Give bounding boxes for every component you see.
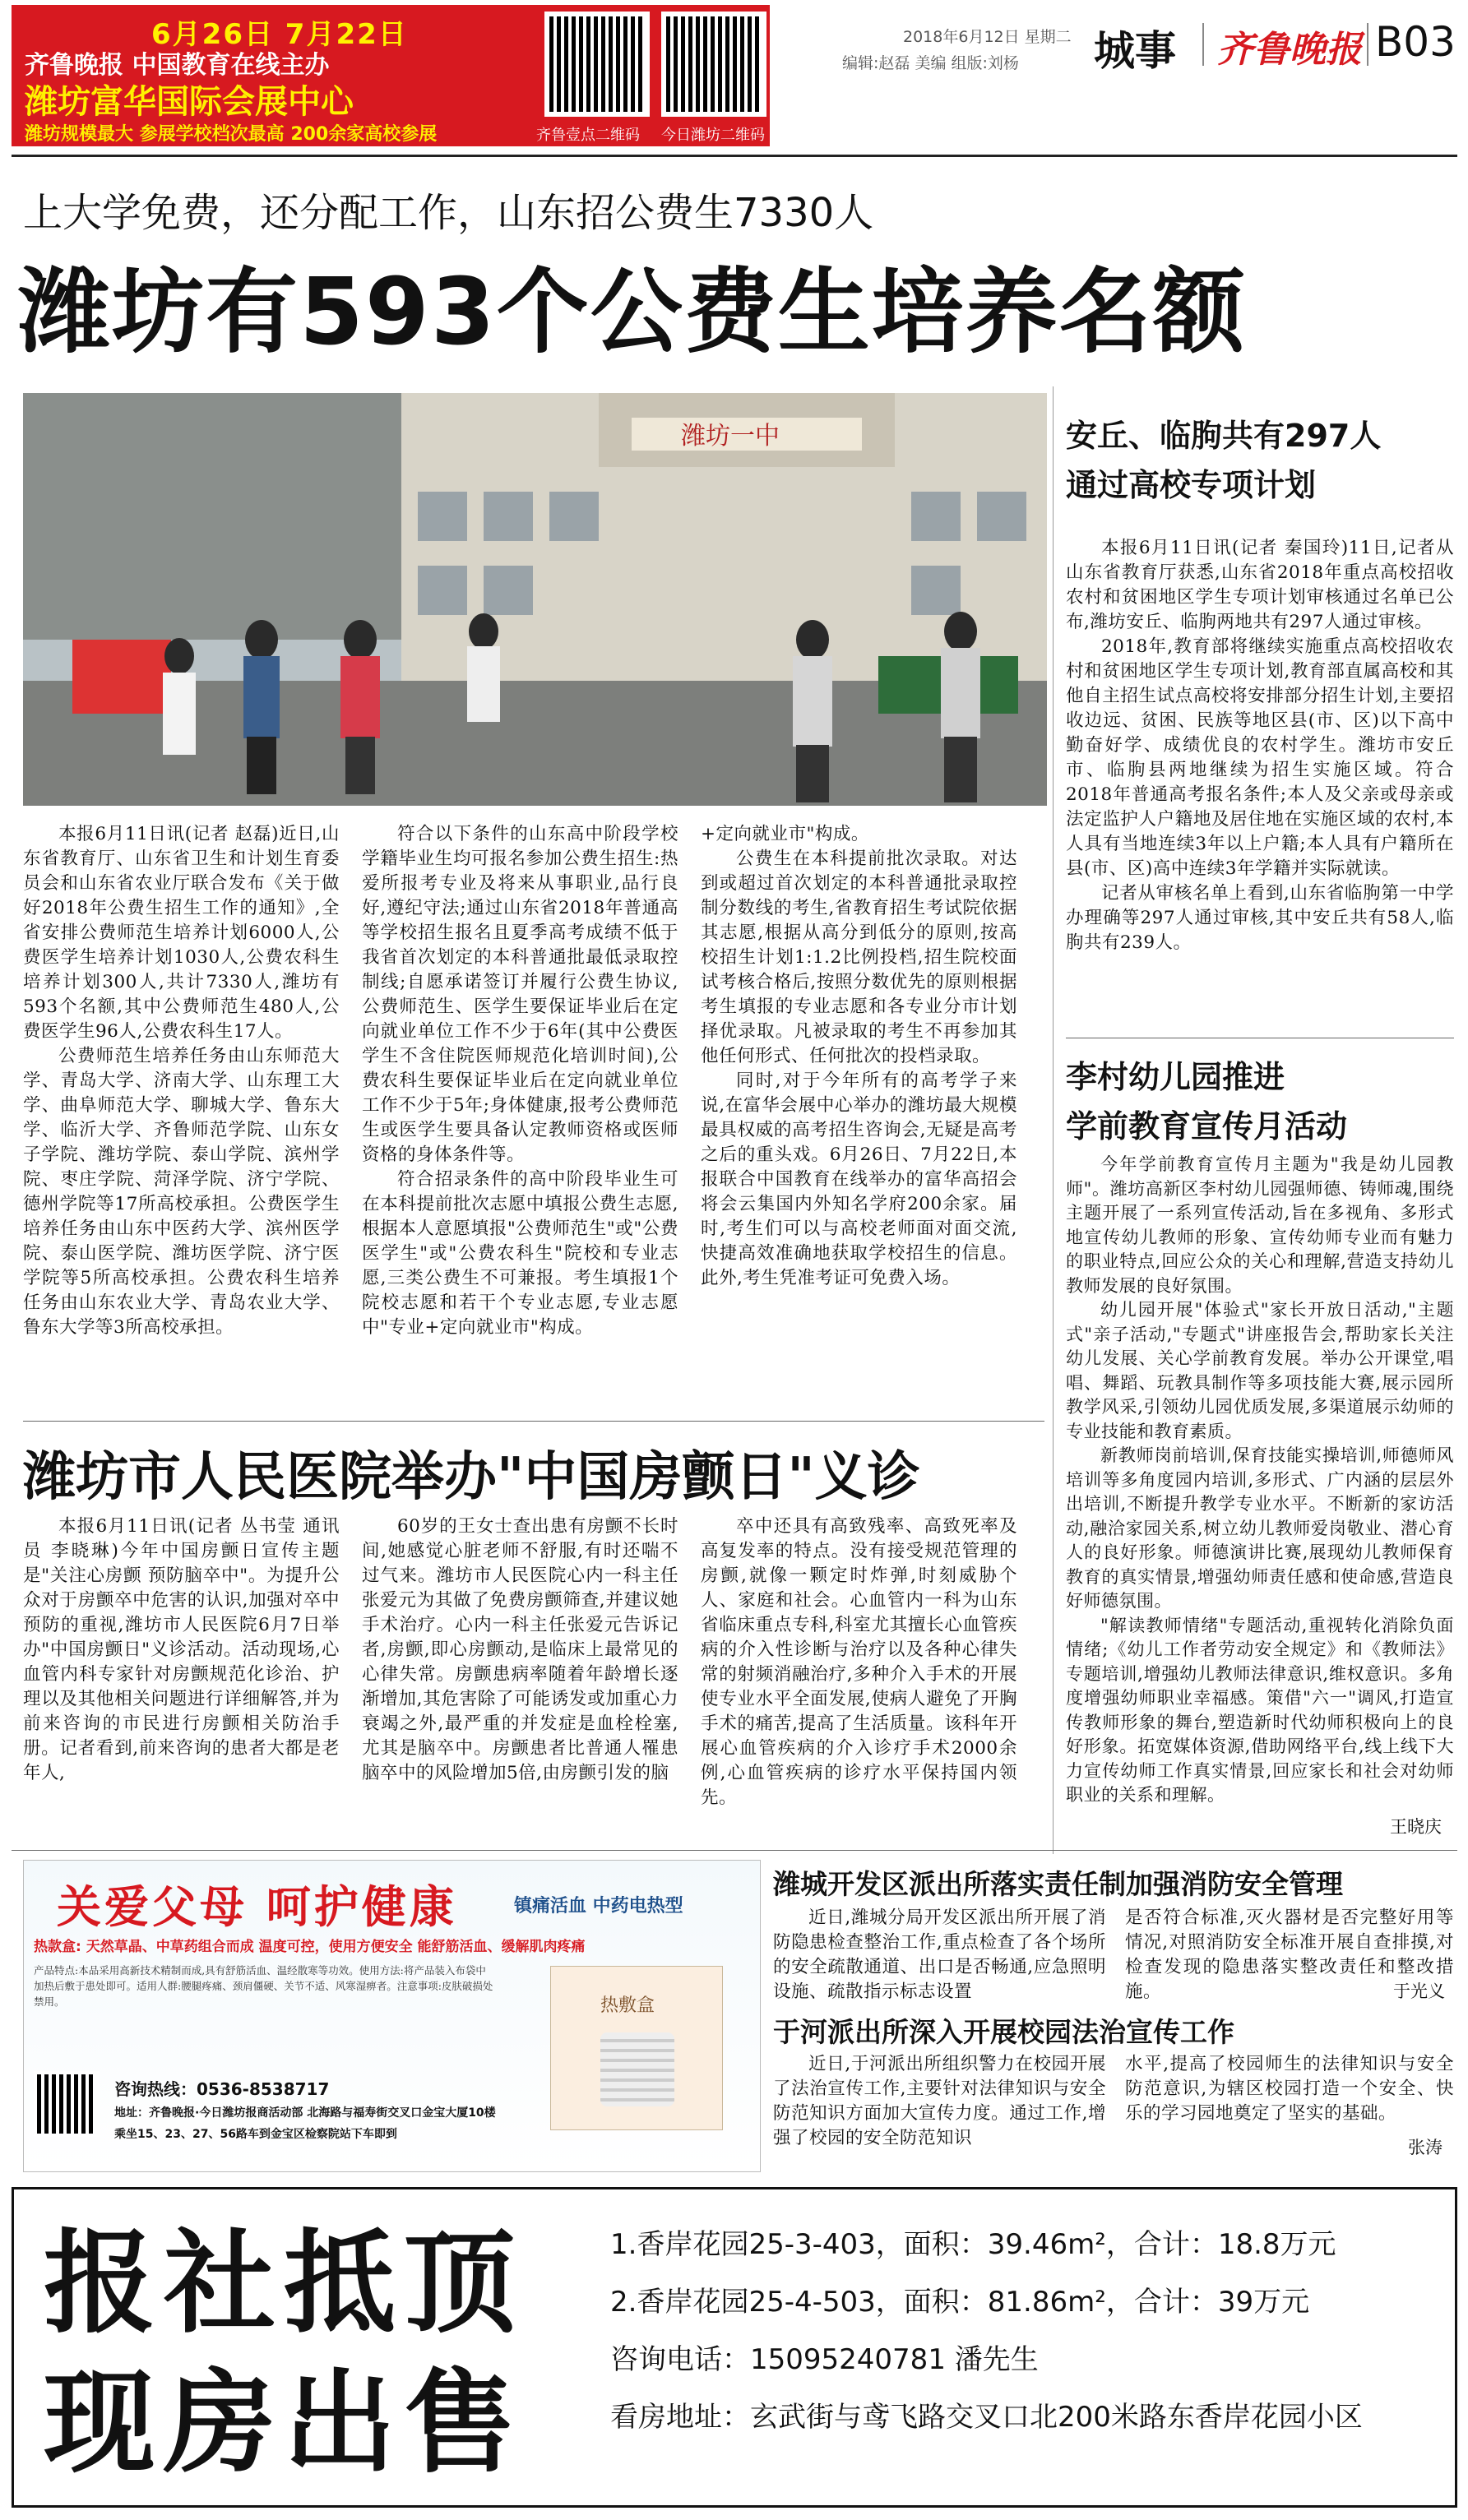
ad-details: 产品特点:本品采用高新技术精制而成,具有舒筋活血、温经散寒等功效。使用方法:将产品装入布袋中加热后敷于患处即可。适用人群:腰腿疼痛、颈肩僵硬、关节不适、风寒湿痹者。注意事项:皮肤破损处禁用。: [34, 1964, 493, 2008]
paragraph: 本报6月11日讯(记者 丛书莹 通讯员 李晓琳)今年中国房颤日宣传主题是"关注心房颤 预防脑卒中"。为提升公众对于房颤卒中危害的认识,加强对卒中预防的重视,潍坊市人民医院6月7日举办"中国房颤日"义诊活动。活动现场,心血管内科专家针对房颤规范化诊治、护理以及其他相关问题进行详细解答,并为前来咨询的市民进行房颤相关防治手册。记者看到,前来咨询的患者大都是老年人,: [23, 1516, 340, 1783]
section-rule: [12, 1850, 1457, 1851]
paragraph: 记者从审核名单上看到,山东省临朐第一中学办理确等297人通过审核,其中安丘共有58人,临朐共有239人。: [1066, 883, 1454, 953]
lead-column-2: [362, 822, 678, 1340]
column-divider: [1053, 386, 1054, 1854]
headline-line: 学前教育宣传月活动: [1066, 1108, 1348, 1144]
banner-tagline: 潍坊规模最大 参展学校档次最高 200余家高校参展: [25, 124, 438, 145]
page-number: B03: [1375, 18, 1456, 66]
school-column-2: [1125, 2052, 1454, 2126]
firesafety-column-1: [773, 1906, 1106, 2004]
issue-date: 2018年6月12日 星期二: [903, 28, 1072, 46]
paragraph: "解读教师情绪"专题活动,重视转化消除负面情绪;《幼儿工作者劳动安全规定》和《教师法》专题培训,增强幼儿教师法律意识,维权意识。多角度增强幼师职业幸福感。策借"六一"调风,打造宣传教师形象的舞台,塑造新时代幼师积极向上的良好形象。拓宽媒体资源,借助网络平台,线上线下大力宣传幼师工作真实情景,回应家长和社会对幼师职业的关系和理解。: [1066, 1615, 1454, 1805]
listing-1: 1.香岸花园25-3-403，面积：39.46m²，合计：18.8万元: [610, 2228, 1336, 2261]
heat-pack-icon: [600, 2032, 674, 2106]
paragraph: 公费师范生培养任务由山东师范大学、青岛大学、济南大学、山东理工大学、曲阜师范大学、聊城大学、鲁东大学、临沂大学、齐鲁师范学院、山东女子学院、潍坊学院、泰山学院、滨州学院、枣庄学院、菏泽学院、济宁学院、德州学院等17所高校承担。公费医学生培养任务由山东中医药大学、滨州医学院、泰山医学院、潍坊医学院、济宁医学院等5所高校承担。公费农科生培养任务由山东农业大学、青岛农业大学、鲁东大学等3所高校承担。: [23, 1046, 340, 1338]
housing-title: [44, 2214, 524, 2494]
housing-title-line: 现房出售: [44, 2359, 524, 2489]
editors: 编辑:赵磊 美编 组版:刘杨: [842, 54, 1019, 72]
paragraph: 幼儿园开展"体验式"家长开放日活动,"主题式"亲子活动,"专题式"讲座报告会,帮助家长关注幼儿发展、关心学前教育发展。举办公开课堂,唱唱、舞蹈、玩教具制作等多项技能大赛,展示园所教学风采,引领幼儿园优质发展,多渠道展示幼师的专业技能和教育素质。: [1066, 1300, 1454, 1441]
school-headline: 于河派出所深入开展校园法治宣传工作: [773, 2016, 1234, 2048]
ad-address: 地址：齐鲁晚报·今日潍坊报商活动部 北海路与福寿街交叉口金宝大厦10楼: [114, 2106, 496, 2120]
paragraph: 卒中还具有高致残率、高致死率及高复发率的特点。没有接受规范管理的房颤,就像一颗定时炸弹,时刻威胁个人、家庭和社会。心血管内一科为山东省临床重点专科,科室尤其擅长心血管疾病的介入性诊断与治疗以及各种心律失常的射频消融治疗,多种介入手术的开展使专业水平全面发展,使病人避免了开胸手术的痛苦,提高了生活质量。该科年开展心血管疾病的介入诊疗手术2000余例,心血管疾病的诊疗水平保持国内领先。: [701, 1516, 1017, 1808]
school-byline: 张涛: [1408, 2138, 1443, 2157]
banner-organizer: 齐鲁晚报 中国教育在线主办: [25, 51, 330, 80]
lead-headline: 潍坊有593个公费生培养名额: [18, 259, 1247, 366]
paragraph: 近日,潍城分局开发区派出所开展了消防隐患检查整治工作,重点检查了各个场所的安全疏散通道、出口是否畅通,应急照明设施、疏散指示标志设置: [773, 1907, 1106, 2002]
paragraph: 60岁的王女士查出患有房颤不长时间,她感觉心脏老师不舒服,有时还喘不过气来。潍坊市人民医院心内一科主任张爱元为其做了免费房颤筛查,并建议她手术治疗。心内一科主任张爱元告诉记者,房颤,即心房颤动,是临床上最常见的心律失常。房颤患病率随着年龄增长逐渐增加,其危害除了可能诱发或加重心力衰竭之外,最严重的并发症是血栓栓塞,尤其是脑卒中。房颤患者比普通人罹患脑卒中的风险增加5倍,由房颤引发的脑: [362, 1516, 678, 1783]
headline-line: 李村幼儿园推进: [1066, 1059, 1285, 1095]
health-ad: [23, 1860, 761, 2172]
paragraph: 本报6月11日讯(记者 秦国玲)11日,记者从山东省教育厅获悉,山东省2018年重点高校招收农村和贫困地区学生专项计划审核通过名单已公布,潍坊安丘、临朐两地共有297人通过审核。: [1066, 538, 1454, 632]
hospital-column-1: [23, 1514, 340, 1786]
school-sign: 潍坊一中: [681, 422, 780, 451]
lead-column-3: [701, 822, 1017, 1291]
listing-2: 2.香岸花园25-4-503，面积：81.86m²，合计：39万元: [610, 2286, 1310, 2319]
kindergarten-headline: [1066, 1052, 1452, 1151]
lead-column-1: [23, 822, 340, 1340]
heat-pack-image: [550, 1966, 723, 2130]
paragraph: 同时,对于今年所有的高考学子来说,在富华会展中心举办的潍坊最大规模最具权威的高考招生咨询会,无疑是高考之后的重头戏。6月26日、7月22日,本报联合中国教育在线举办的富华高招会将会云集国内外知名学府200余家。届时,考生们可以与高校老师面对面交流,快捷高效准确地获取学校招生的信息。此外,考生凭准考证可免费入场。: [701, 1070, 1017, 1288]
housing-details: [610, 2216, 1363, 2446]
ad-bus: 乘坐15、23、27、56路车到金宝区检察院站下车即到: [114, 2128, 397, 2141]
paragraph: 符合招录条件的高中阶段毕业生可在本科提前批次志愿中填报公费生志愿,根据本人意愿填报"公费师范生"或"公费医学生"或"公费农科生"院校和专业志愿,三类公费生不可兼报。考生填报1个院校志愿和若干个专业志愿,专业志愿中"专业+定向就业市"构成。: [362, 1169, 678, 1338]
housing-contact: 咨询电话：15095240781 潘先生: [610, 2343, 1039, 2376]
paragraph: 今年学前教育宣传月主题为"我是幼儿园教师"。潍坊高新区李村幼儿园强师德、铸师魂,围绕主题开展了一系列宣传活动,旨在多视角、多形式地宣传幼儿教师的形象、宣传幼师专业而有魅力的职业特点,回应公众的关心和理解,营造支持幼儿教师发展的良好氛围。: [1066, 1154, 1454, 1296]
kindergarten-body: [1066, 1153, 1454, 1808]
story-rule: [23, 1421, 1044, 1422]
qr2-caption: 今日潍坊二维码: [661, 127, 765, 144]
paragraph: 2018年,教育部将继续实施重点高校招收农村和贫困地区学生专项计划,教育部直属高校和其他自主招生试点高校将安排部分招生计划,主要招收边远、贫困、民族等地区县(市、区)以下高中勤奋好学、成绩优良的农村学生。潍坊市安丘市、临朐县两地继续为招生实施区域。符合2018年普通高考报名条件;本人及父亲或母亲或法定监护人户籍地及居住地在实施区域的农村,本人具有当地连续3年以上户籍;本人具有户籍所在县(市、区)高中连续3年学籍并实际就读。: [1066, 636, 1454, 879]
anqiu-headline: [1066, 411, 1452, 510]
paragraph: 水平,提高了校园师生的法律知识与安全防范意识,为辖区校园打造一个安全、快乐的学习园地奠定了坚实的基础。: [1125, 2054, 1454, 2124]
divider: [1367, 23, 1368, 66]
qr-code-icon: [34, 2071, 100, 2137]
paragraph: 是否符合标准,灭火器材是否完整好用等情况,对照消防安全标准开展自查排摸,对检查发现的隐患落实整改责任和整改措施。: [1125, 1907, 1454, 2002]
qr1-caption: 齐鲁壹点二维码: [536, 127, 640, 144]
lead-kicker: 上大学免费，还分配工作，山东招公费生7330人: [23, 190, 874, 236]
paragraph: +定向就业市"构成。: [701, 824, 869, 844]
qr-code-icon: [661, 12, 766, 117]
qr-code-icon: [544, 12, 650, 117]
paragraph: 符合以下条件的山东高中阶段学校学籍毕业生均可报名参加公费生招生:热爱所报考专业及将来从事职业,品行良好,遵纪守法;通过山东省2018年普通高等学校招生报名且夏季高考成绩不低于我省首次划定的本科普通批最低录取控制线;自愿承诺签订并履行公费生协议,公费师范生、医学生要保证毕业后在定向就业单位工作不少于6年(其中公费医学生不含住院医师规范化培训时间),公费农科生要保证毕业后在定向就业单位工作不少于5年;身体健康,报考公费师范生或医学生要具备认定教师资格或医师资格的身体条件等。: [362, 824, 678, 1165]
paragraph: 公费生在本科提前批次录取。对达到或超过首次划定的本科普通批录取控制分数线的考生,省教育招生考试院依据其志愿,根据从高分到低分的原则,按高校招生计划1:1.2比例投档,招生院校面试考核合格后,按照分数优先的原则根据考生填报的专业志愿和各专业分市计划择优录取。凡被录取的考生不再参加其他任何形式、任何批次的投档录取。: [701, 848, 1017, 1066]
paper-logo: 齐鲁晚报: [1217, 29, 1362, 71]
ad-tag: 镇痛活血 中药电热型: [514, 1896, 683, 1917]
banner-venue: 潍坊富华国际会展中心: [25, 83, 354, 121]
paragraph: 新教师岗前培训,保育技能实操培训,师德师风培训等多角度园内培训,多形式、广内涵的层层外出培训,不断提升教学专业水平。不断新的家访活动,融洽家园关系,树立幼儿教师爱岗敬业、潜心育人的良好形象。师德演讲比赛,展现幼儿教师保育教育的真实情景,增强幼师责任感和使命感,营造良好师德氛围。: [1066, 1445, 1454, 1611]
ad-hot: 热款盒: 天然草晶、中草药组合而成 温度可控，使用方便安全 能舒筋活血、缓解肌肉疼痛: [34, 1939, 586, 1955]
housing-title-line: 报社抵顶: [44, 2219, 524, 2349]
firesafety-byline: 于光义: [1393, 1981, 1445, 2001]
housing-ad: [12, 2187, 1457, 2508]
headline-line: 安丘、临朐共有297人: [1066, 418, 1382, 454]
section-name: 城事: [1094, 27, 1176, 75]
housing-address: 看房地址：玄武街与鸢飞路交叉口北200米路东香岸花园小区: [610, 2401, 1363, 2434]
box-label: 热敷盒: [600, 1995, 655, 2016]
exam-photo: [23, 393, 1047, 806]
paragraph: 近日,于河派出所组织警力在校园开展了法治宣传工作,主要针对法律知识与安全防范知识方面加大宣传力度。通过工作,增强了校园的安全防范知识: [773, 2054, 1106, 2148]
divider: [1202, 23, 1204, 66]
paragraph: 本报6月11日讯(记者 赵磊)近日,山东省教育厅、山东省卫生和计划生育委员会和山东省农业厅联合发布《关于做好2018年公费生招生工作的通知》,全省安排公费师范生培养计划6000人,公费医学生培养计划1030人,公费农科生培养计划300人,共计7330人,潍坊有593个名额,其中公费师范生480人,公费医学生96人,公费农科生17人。: [23, 824, 340, 1042]
ad-title: 关爱父母 呵护健康: [57, 1880, 457, 1933]
hospital-column-3: [701, 1514, 1017, 1810]
headline-line: 通过高校专项计划: [1066, 467, 1317, 503]
kindergarten-byline: 王晓庆: [1390, 1817, 1442, 1837]
banner-date: 6月26日 7月22日: [151, 18, 408, 51]
exhibition-banner: [12, 5, 770, 146]
header-rule: [12, 155, 1457, 157]
hospital-headline: 潍坊市人民医院举办"中国房颤日"义诊: [23, 1447, 920, 1508]
hospital-column-2: [362, 1514, 678, 1786]
ad-phone: 咨询热线：0536-8538717: [114, 2079, 330, 2099]
firesafety-headline: 潍城开发区派出所落实责任制加强消防安全管理: [773, 1868, 1343, 1900]
anqiu-body: [1066, 536, 1454, 955]
school-column-1: [773, 2052, 1106, 2151]
